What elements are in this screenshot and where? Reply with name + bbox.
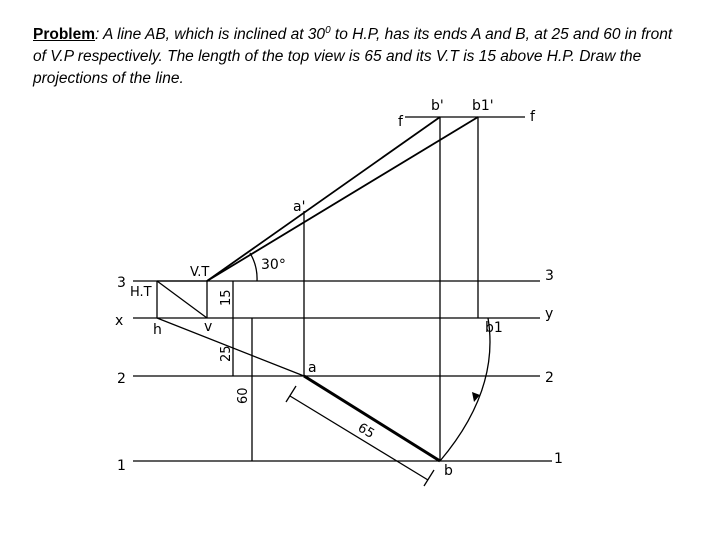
label-b1: b1: [485, 320, 503, 336]
dim65-line: [290, 396, 428, 480]
label-x: x: [115, 313, 124, 329]
label-2-left: 2: [117, 371, 126, 387]
dim65-ext-a: [286, 386, 296, 402]
label-dim-60: 60: [236, 387, 251, 404]
label-v: v: [204, 319, 213, 335]
label-3-right: 3: [545, 268, 554, 284]
label-dim-25: 25: [219, 345, 234, 362]
label-b1-prime: b1': [472, 98, 494, 114]
swing-arc: [440, 318, 490, 461]
problem-degree-sup: 0: [325, 25, 331, 36]
label-vt: V.T: [190, 265, 210, 280]
true-length-line: [207, 117, 478, 281]
label-angle-30: 30°: [261, 257, 286, 273]
angle-arc: [250, 253, 257, 281]
label-b-prime: b': [431, 98, 444, 114]
front-view-line: [207, 117, 440, 281]
label-f-left: f: [398, 114, 403, 130]
label-a-prime: a': [293, 199, 306, 215]
top-view-ab: [304, 376, 440, 461]
label-h: h: [153, 322, 162, 338]
label-1-left: 1: [117, 458, 126, 474]
label-1-right: 1: [554, 451, 563, 467]
label-b: b: [444, 463, 453, 479]
problem-text-1: : A line AB, which is inclined at 30: [95, 26, 326, 44]
label-2-right: 2: [545, 370, 554, 386]
label-3-left: 3: [117, 275, 126, 291]
ht-projector-line: [157, 281, 207, 318]
label-y: y: [545, 306, 554, 322]
label-dim-65: 65: [354, 420, 377, 442]
problem-text-2: to H.P, has its ends A and B, at 25 and 60 in front of V.P respectively. The length of the top view is 65 and its V.T is 15 above H.P. Draw the projections of the line.: [33, 26, 673, 88]
label-dim-15: 15: [219, 289, 234, 306]
problem-lead: Problem: [33, 26, 96, 44]
label-f-right: f: [530, 109, 535, 125]
label-ht: H.T: [130, 285, 152, 300]
label-a: a: [308, 360, 317, 376]
